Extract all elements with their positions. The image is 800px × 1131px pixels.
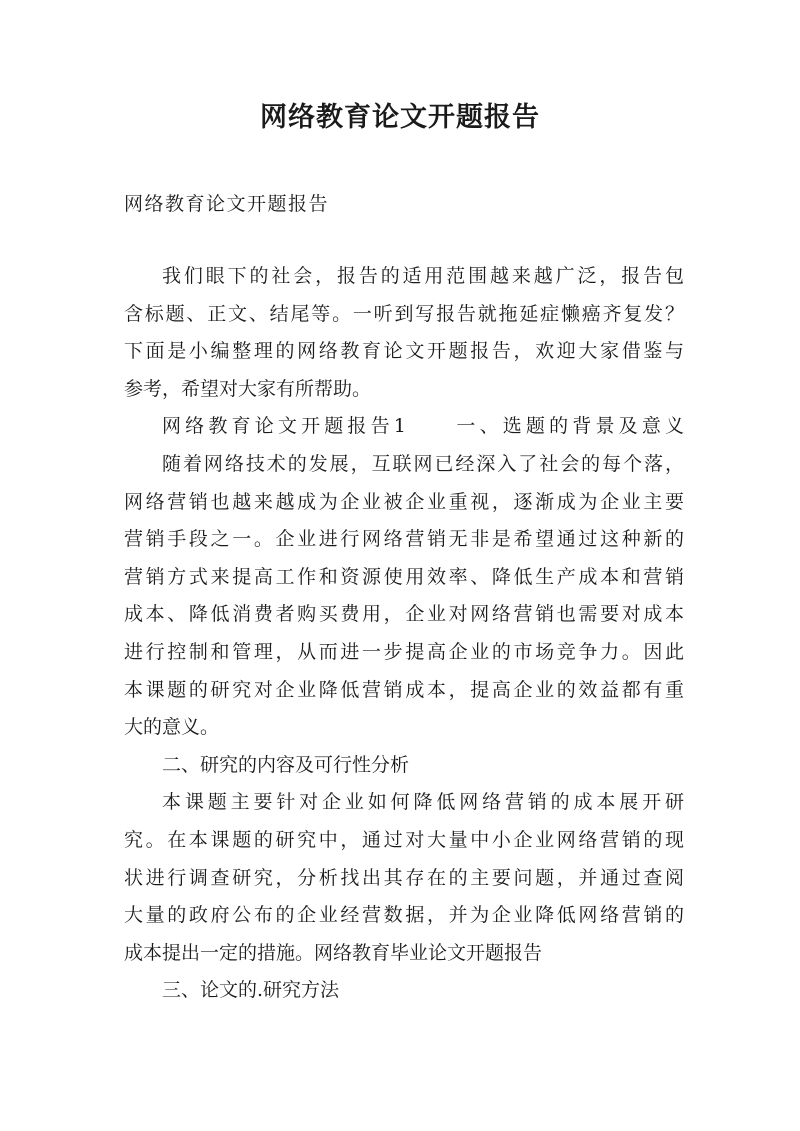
body-text-line: 我们眼下的社会，报告的适用范围越来越广泛，报告包 [162,265,684,287]
body-text-line: 网络营销也越来越成为企业被企业重视，逐渐成为企业主要 [124,490,684,513]
body-text-line: 随着网络技术的发展，互联网已经深入了社会的每个落， [162,452,684,475]
body-text-line: 二、研究的内容及可行性分析 [162,753,410,776]
body-text-line: 成本、降低消费者购买费用，企业对网络营销也需要对成本 [124,603,684,626]
body-text-line: 成本提出一定的措施。网络教育毕业论文开题报告 [124,941,543,964]
body-text-line: 下面是小编整理的网络教育论文开题报告，欢迎大家借鉴与 [124,340,684,363]
body-text-line: 网络教育论文开题报告1 一、选题的背景及意义 [162,415,684,438]
body-text-line: 三、论文的.研究方法 [162,979,340,1002]
body-text-line: 营销方式来提高工作和资源使用效率、降低生产成本和营销 [124,565,684,588]
body-text-line: 状进行调查研究，分析找出其存在的主要问题，并通过查阅 [124,866,684,889]
body-text-line: 营销手段之一。企业进行网络营销无非是希望通过这种新的 [124,528,684,551]
body-text-line: 大量的政府公布的企业经营数据，并为企业降低网络营销的 [124,904,684,927]
body-text-line: 本课题主要针对企业如何降低网络营销的成本展开研 [162,791,684,814]
body-text-line: 大的意义。 [124,716,220,739]
document-body [124,258,684,1010]
body-text-line: 本课题的研究对企业降低营销成本，提高企业的效益都有重 [124,678,684,701]
body-text-line: 究。在本课题的研究中，通过对大量中小企业网络营销的现 [124,828,684,851]
body-text-line: 含标题、正文、结尾等。一听到写报告就拖延症懒癌齐复发？ [124,302,684,325]
document-subtitle: 网络教育论文开题报告 [124,193,330,215]
body-text-line: 进行控制和管理，从而进一步提高企业的市场竞争力。因此 [124,640,684,663]
document-title: 网络教育论文开题报告 [260,102,540,133]
body-text-line: 参考，希望对大家有所帮助。 [124,377,372,400]
